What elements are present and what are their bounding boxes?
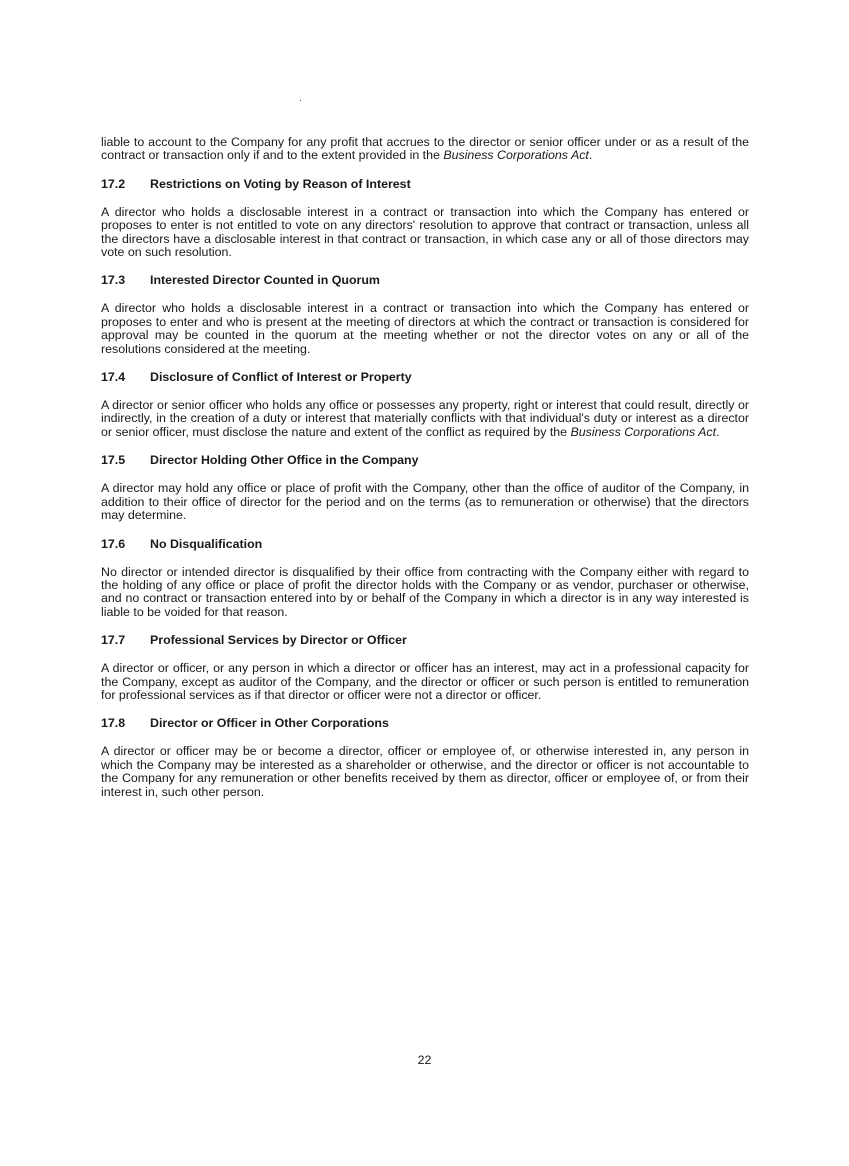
section-heading-17-7 xyxy=(101,633,749,647)
act-name: Business Corporations Act xyxy=(570,424,717,439)
section-number: 17.2 xyxy=(101,176,126,191)
intro-tail: . xyxy=(588,148,593,163)
section-heading-17-8 xyxy=(101,716,749,730)
section-number: 17.4 xyxy=(101,370,126,385)
section-body-17-8: A director or officer may be or become a director, officer or employee of, or otherwise interested in, any person in which the Company may be interested as a shareholder or otherwise, and the director or officer is not accountable to the Company for any remuneration or other benefits received by them as director, officer or employee of, or from their interest in, such other person. xyxy=(101,744,749,799)
intro-act-name: Business Corporations Act xyxy=(443,148,589,163)
section-body-17-7: A director or officer, or any person in which a director or officer has an interest, may act in a professional capacity for the Company, except as auditor of the Company, and the director or officer or such person is entitled to remuneration for professional services as if that director or officer were not a director or officer. xyxy=(101,661,749,702)
section-title: No Disqualification xyxy=(150,536,263,551)
section-tail: . xyxy=(716,424,720,439)
section-text: A director or senior officer who holds any office or possesses any property, right or interest that could result, directly or indirectly, in the creation of a duty or interest that materially conflicts with that individual's duty or interest as a director or senior officer, must disclose the nature and extent of the conflict as required by the xyxy=(101,398,749,439)
section-title: Professional Services by Director or Officer xyxy=(150,633,407,648)
section-body-17-5: A director may hold any office or place of profit with the Company, other than the office of auditor of the Company, in addition to their office of director for the period and on the terms (as to remuneration or otherwise) that the directors may determine. xyxy=(101,481,749,523)
section-body-17-2: A director who holds a disclosable interest in a contract or transaction into which the Company has entered or proposes to enter is not entitled to vote on any directors' resolution to approve that contract or transaction, unless all the directors have a disclosable interest in that contract or transaction, in which case any or all of those directors may vote on such resolution. xyxy=(101,204,749,260)
section-heading-17-4 xyxy=(101,370,749,384)
section-title: Director or Officer in Other Corporations xyxy=(150,716,389,731)
section-body-17-4 xyxy=(101,399,749,439)
section-body-17-6: No director or intended director is disqualified by their office from contracting with the Company either with regard to the holding of any office or place of profit the director holds with the Company or as vendor, purchaser or otherwise, and no contract or transaction entered into by or behalf of the Company in which a director is in any way interested is liable to be voided for that reason. xyxy=(101,564,749,619)
section-title: Restrictions on Voting by Reason of Interest xyxy=(150,176,411,191)
section-number: 17.8 xyxy=(101,716,126,731)
section-number: 17.7 xyxy=(101,633,126,648)
section-title: Disclosure of Conflict of Interest or Property xyxy=(150,370,412,385)
section-number: 17.6 xyxy=(101,536,126,551)
intro-text: liable to account to the Company for any profit that accrues to the director or senior officer under or as a result of the contract or transaction only if and to the extent provided in the xyxy=(101,135,749,163)
page-content xyxy=(101,136,749,799)
section-heading-17-6 xyxy=(101,537,749,551)
section-heading-17-3 xyxy=(101,273,749,287)
stray-mark xyxy=(300,100,301,101)
section-title: Director Holding Other Office in the Company xyxy=(150,453,419,468)
intro-paragraph xyxy=(101,136,749,163)
section-heading-17-2 xyxy=(101,177,749,191)
section-body-17-3: A director who holds a disclosable interest in a contract or transaction into which the Company has entered or proposes to enter and who is present at the meeting of directors at which the contract or transaction is considered for approval may be counted in the quorum at the meeting whether or not the director votes on any or all of the resolutions considered at the meeting. xyxy=(101,301,749,356)
section-heading-17-5 xyxy=(101,453,749,467)
section-number: 17.5 xyxy=(101,453,126,468)
page-number: 22 xyxy=(417,1053,432,1067)
section-title: Interested Director Counted in Quorum xyxy=(150,273,380,288)
section-number: 17.3 xyxy=(101,273,126,288)
